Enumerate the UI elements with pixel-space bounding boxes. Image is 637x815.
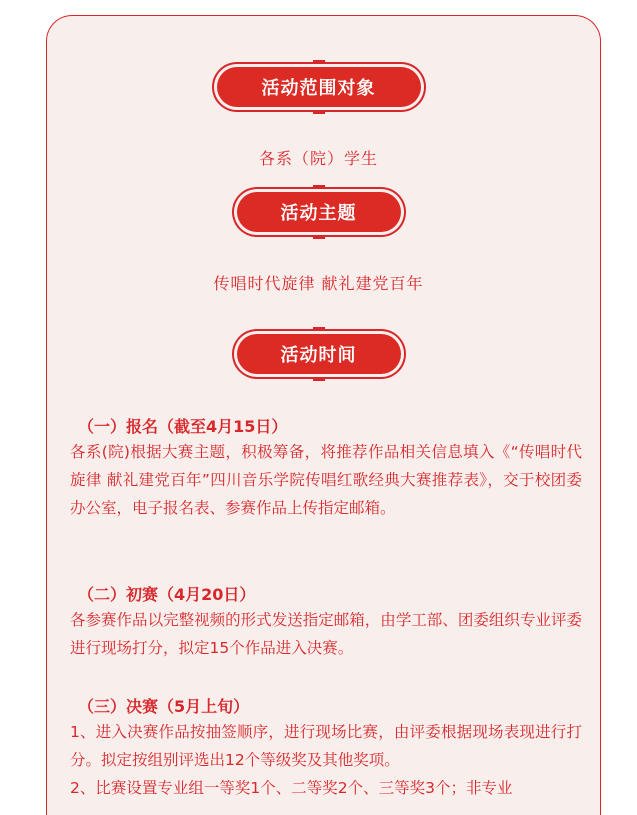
schedule-heading-registration: （一）报名（截至4月15日）	[78, 417, 288, 436]
theme-title-pill	[237, 192, 401, 232]
scope-title: 活动范围对象	[261, 78, 376, 99]
pill-ornament-bottom	[313, 111, 325, 114]
schedule-text-preliminary: 各参赛作品以完整视频的形式发送指定邮箱，由学工部、团委组织专业评委进行现场打分，拟定15个作品进入决赛。	[70, 611, 582, 657]
schedule-heading-final: （三）决赛（5月上旬）	[78, 697, 250, 716]
pill-ornament-top	[313, 185, 325, 188]
pill-ornament-bottom	[313, 378, 325, 381]
schedule-text-registration: 各系(院)根据大赛主题，积极筹备，将推荐作品相关信息填入《“传唱时代旋律 献礼建党百年”四川音乐学院传唱红歌经典大赛推荐表》，交于校团委办公室，电子报名表、参赛作品上传指定邮箱。	[70, 443, 582, 517]
time-title: 活动时间	[280, 345, 357, 366]
scope-text: 各系（院）学生	[258, 149, 378, 168]
pill-ornament-bottom	[313, 236, 325, 239]
pill-ornament-top	[313, 60, 325, 63]
section-header-scope	[0, 67, 637, 107]
schedule-heading-preliminary: （二）初赛（4月20日）	[78, 585, 256, 604]
theme-title: 活动主题	[280, 203, 357, 224]
schedule-text-final-1: 1、进入决赛作品按抽签顺序，进行现场比赛，由评委根据现场表现进行打分。拟定按组别评选出12个等级奖及其他奖项。	[70, 723, 582, 769]
scope-title-pill	[217, 67, 421, 107]
section-header-time	[0, 334, 637, 374]
time-title-pill	[237, 334, 401, 374]
section-header-theme	[0, 192, 637, 232]
pill-ornament-top	[313, 327, 325, 330]
schedule-text-final-2: 2、比赛设置专业组一等奖1个、二等奖2个、三等奖3个；非专业	[70, 779, 513, 797]
theme-text: 传唱时代旋律 献礼建党百年	[213, 274, 424, 293]
